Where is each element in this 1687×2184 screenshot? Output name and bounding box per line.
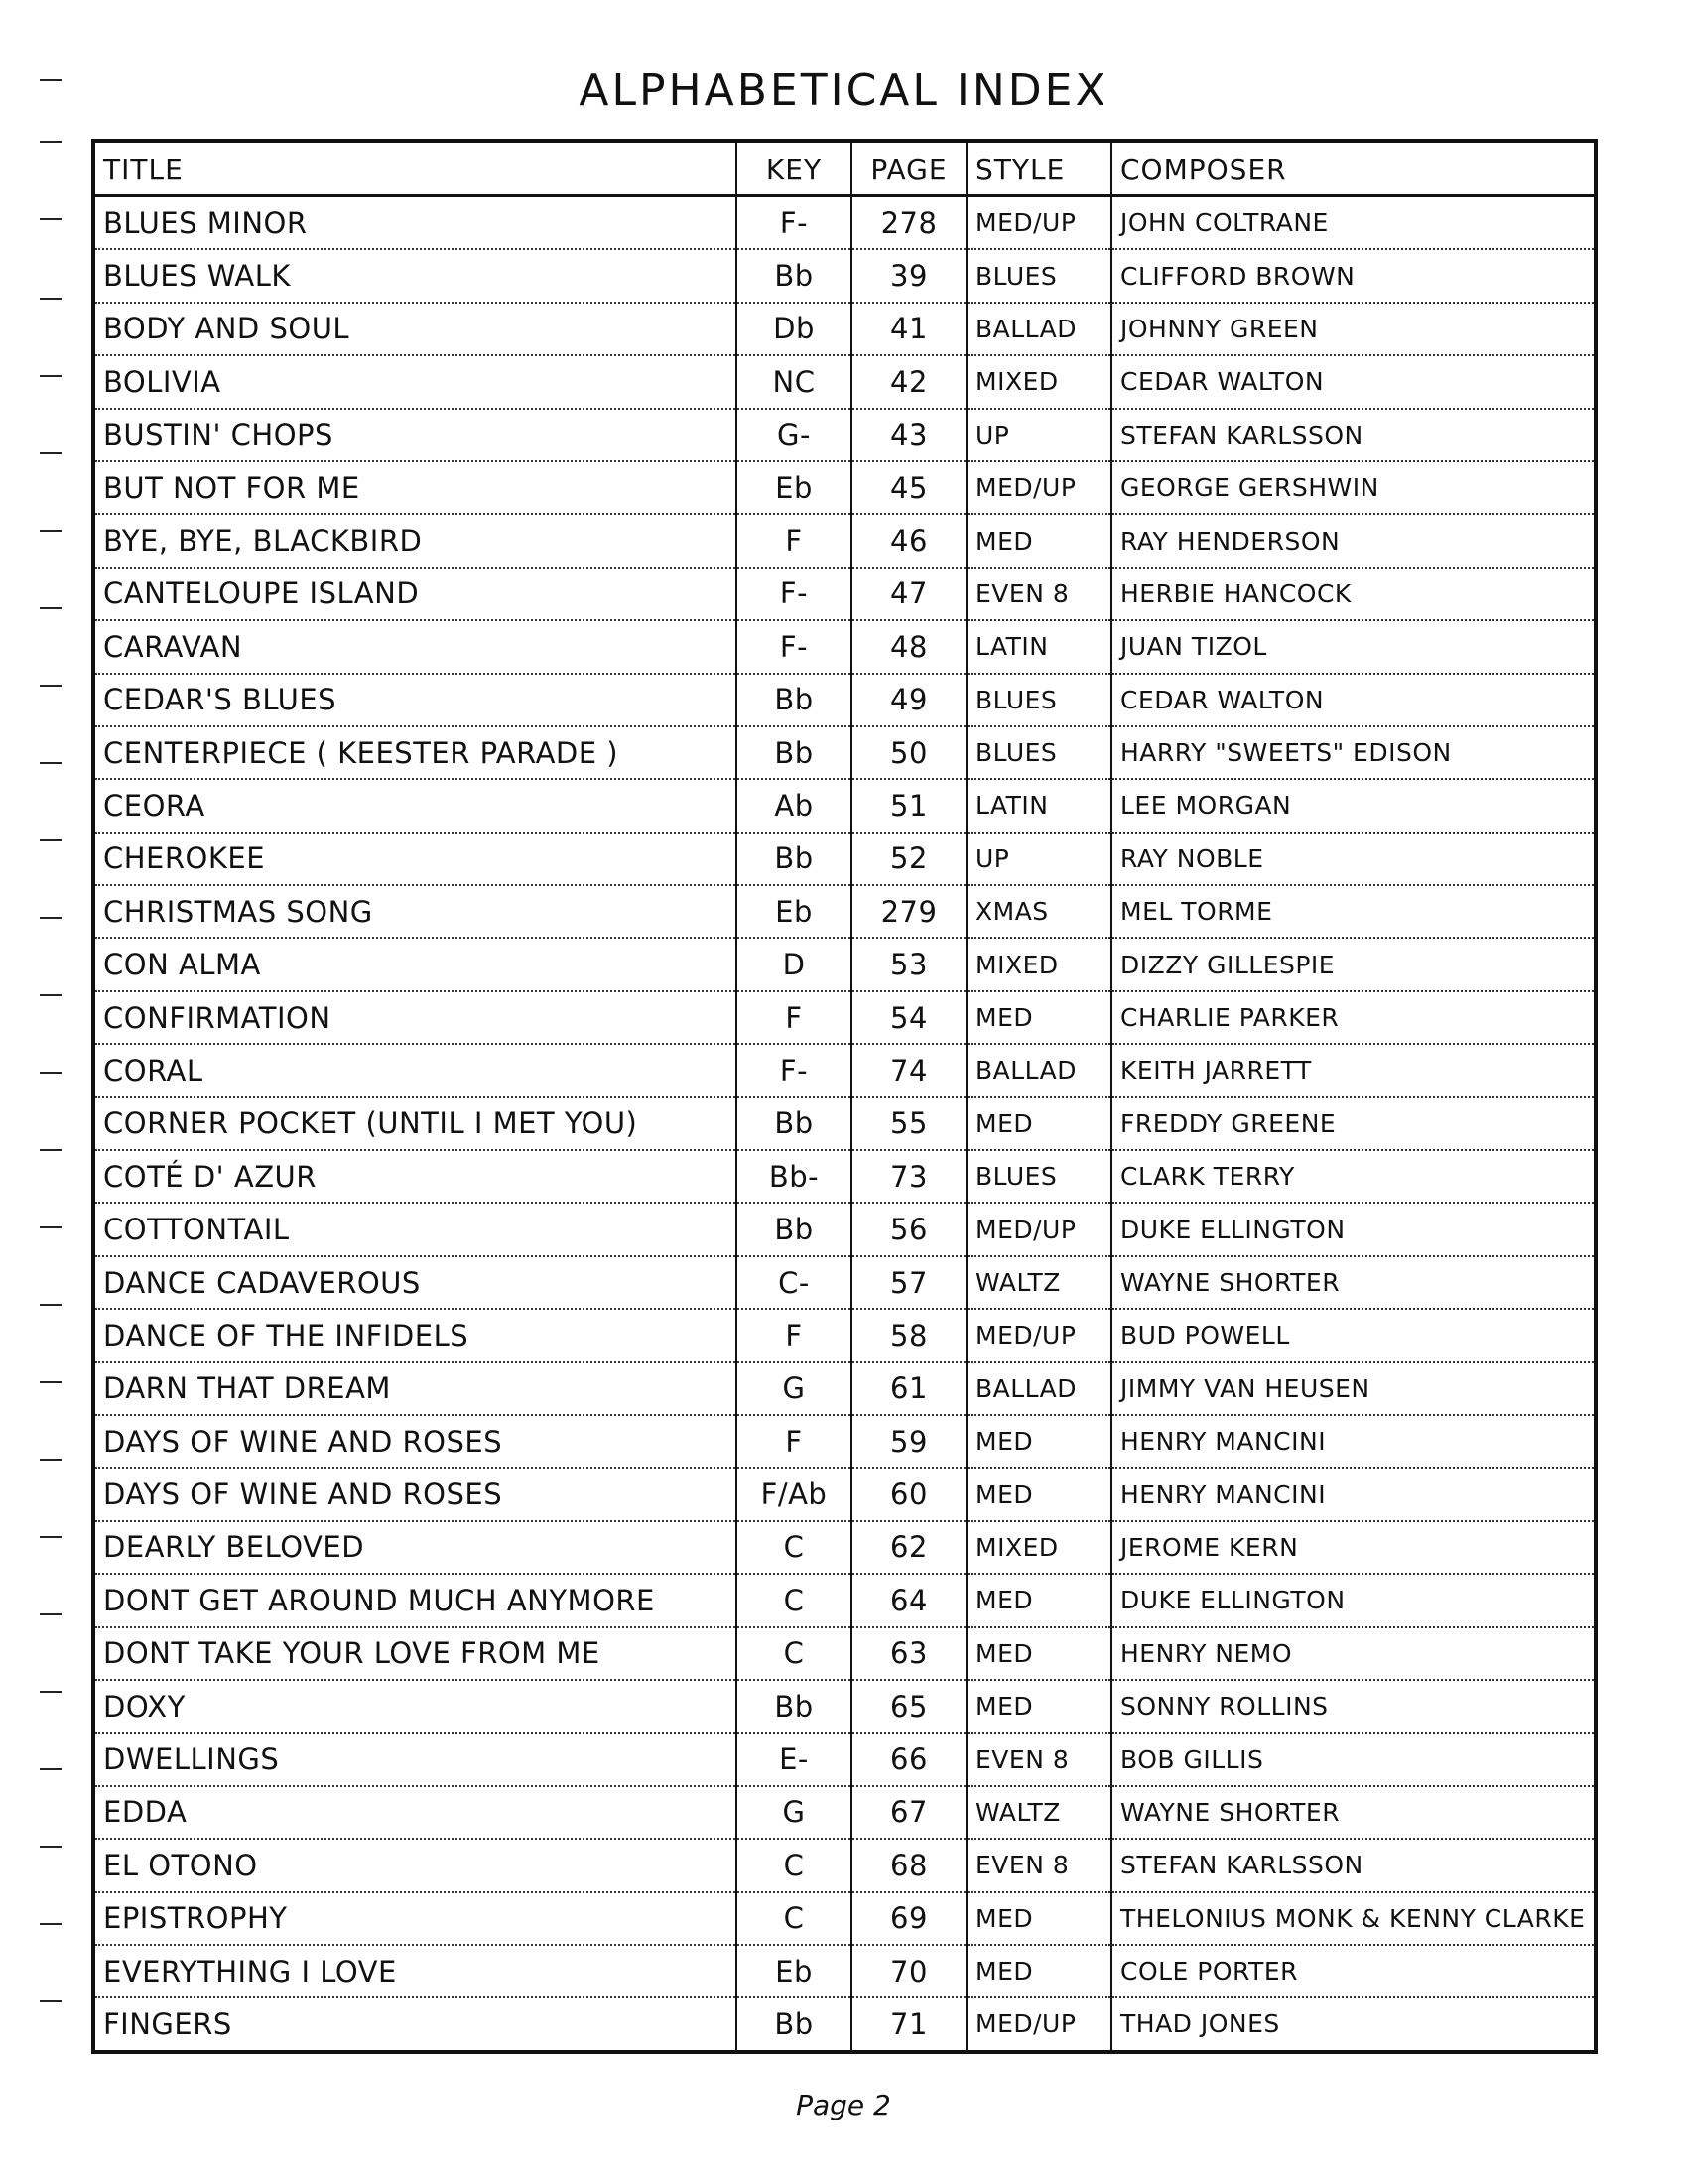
cell-composer: HENRY NEMO [1111, 1627, 1596, 1680]
cell-composer: FREDDY GREENE [1111, 1097, 1596, 1150]
cell-page: 65 [851, 1680, 967, 1733]
margin-tick [40, 141, 62, 143]
cell-title: BODY AND SOUL [93, 303, 736, 355]
table-row [93, 779, 1596, 832]
cell-style: MIXED [967, 1521, 1111, 1574]
table-row [93, 1097, 1596, 1150]
cell-key: C [736, 1839, 851, 1891]
cell-style: MIXED [967, 355, 1111, 408]
cell-key: Bb [736, 833, 851, 885]
cell-composer: KEITH JARRETT [1111, 1044, 1596, 1096]
cell-composer: SONNY ROLLINS [1111, 1680, 1596, 1733]
cell-composer: HERBIE HANCOCK [1111, 568, 1596, 620]
cell-key: G- [736, 409, 851, 461]
table-row [93, 303, 1596, 355]
column-header-composer: COMPOSER [1111, 141, 1596, 196]
cell-key: D [736, 938, 851, 990]
table-row [93, 1627, 1596, 1680]
cell-key: F- [736, 196, 851, 250]
column-header-page: PAGE [851, 141, 967, 196]
margin-tick [40, 917, 62, 919]
cell-key: F [736, 991, 851, 1044]
cell-style: MED/UP [967, 461, 1111, 514]
cell-style: MED [967, 1627, 1111, 1680]
cell-page: 48 [851, 620, 967, 673]
margin-tick [40, 1846, 62, 1848]
margin-tick [40, 1923, 62, 1925]
margin-tick [40, 452, 62, 454]
margin-tick [40, 530, 62, 532]
cell-key: C [736, 1627, 851, 1680]
cell-page: 57 [851, 1256, 967, 1309]
cell-page: 69 [851, 1892, 967, 1945]
margin-tick [40, 1613, 62, 1615]
cell-page: 58 [851, 1309, 967, 1361]
table-row [93, 1521, 1596, 1574]
cell-style: MED [967, 1680, 1111, 1733]
cell-key: F [736, 514, 851, 567]
margin-tick [40, 2000, 62, 2002]
cell-composer: JEROME KERN [1111, 1521, 1596, 1574]
cell-composer: HARRY "SWEETS" EDISON [1111, 726, 1596, 779]
cell-composer: THAD JONES [1111, 1997, 1596, 2051]
column-header-title: TITLE [93, 141, 736, 196]
cell-key: C [736, 1521, 851, 1574]
cell-style: MED/UP [967, 1203, 1111, 1255]
table-header-row [93, 141, 1596, 196]
cell-key: Bb [736, 1203, 851, 1255]
page-number: Page 2 [796, 2089, 891, 2121]
cell-style: BALLAD [967, 1362, 1111, 1415]
cell-composer: CHARLIE PARKER [1111, 991, 1596, 1044]
cell-page: 59 [851, 1415, 967, 1468]
cell-key: Bb [736, 1097, 851, 1150]
cell-key: Bb [736, 674, 851, 726]
margin-tick [40, 1768, 62, 1770]
cell-style: BLUES [967, 674, 1111, 726]
cell-style: WALTZ [967, 1786, 1111, 1839]
table-row [93, 196, 1596, 250]
cell-key: Eb [736, 461, 851, 514]
cell-key: G [736, 1786, 851, 1839]
margin-tick [40, 1149, 62, 1151]
cell-composer: DUKE ELLINGTON [1111, 1574, 1596, 1626]
cell-page: 62 [851, 1521, 967, 1574]
cell-key: NC [736, 355, 851, 408]
cell-style: MED/UP [967, 1997, 1111, 2051]
cell-style: BLUES [967, 726, 1111, 779]
cell-style: BLUES [967, 249, 1111, 302]
cell-composer: STEFAN KARLSSON [1111, 409, 1596, 461]
table-row [93, 620, 1596, 673]
cell-page: 56 [851, 1203, 967, 1255]
margin-tick [40, 298, 62, 300]
table-row [93, 1680, 1596, 1733]
cell-style: MIXED [967, 938, 1111, 990]
cell-style: MED [967, 1892, 1111, 1945]
cell-composer: DIZZY GILLESPIE [1111, 938, 1596, 990]
cell-title: DWELLINGS [93, 1733, 736, 1785]
cell-page: 67 [851, 1786, 967, 1839]
table-row [93, 1839, 1596, 1891]
cell-title: CON ALMA [93, 938, 736, 990]
table-row [93, 1892, 1596, 1945]
cell-page: 64 [851, 1574, 967, 1626]
cell-title: CHRISTMAS SONG [93, 885, 736, 938]
table-row [93, 991, 1596, 1044]
cell-page: 74 [851, 1044, 967, 1096]
cell-style: WALTZ [967, 1256, 1111, 1309]
cell-composer: GEORGE GERSHWIN [1111, 461, 1596, 514]
cell-style: MED [967, 1945, 1111, 1997]
page-title: ALPHABETICAL INDEX [579, 65, 1108, 116]
cell-key: F- [736, 620, 851, 673]
cell-page: 60 [851, 1468, 967, 1520]
table-row [93, 1203, 1596, 1255]
cell-page: 46 [851, 514, 967, 567]
cell-key: C [736, 1892, 851, 1945]
cell-page: 45 [851, 461, 967, 514]
cell-composer: COLE PORTER [1111, 1945, 1596, 1997]
cell-page: 279 [851, 885, 967, 938]
cell-composer: CEDAR WALTON [1111, 674, 1596, 726]
table-row [93, 1574, 1596, 1626]
margin-tick [40, 762, 62, 764]
cell-style: BLUES [967, 1150, 1111, 1203]
cell-key: F- [736, 1044, 851, 1096]
cell-style: LATIN [967, 779, 1111, 832]
cell-key: Eb [736, 885, 851, 938]
cell-page: 278 [851, 196, 967, 250]
table-row [93, 461, 1596, 514]
cell-key: Bb [736, 726, 851, 779]
cell-key: Eb [736, 1945, 851, 1997]
cell-title: BLUES WALK [93, 249, 736, 302]
index-table [91, 139, 1598, 2054]
cell-style: UP [967, 409, 1111, 461]
table-row [93, 938, 1596, 990]
cell-key: E- [736, 1733, 851, 1785]
margin-tick [40, 1304, 62, 1306]
cell-title: CARAVAN [93, 620, 736, 673]
cell-title: CHEROKEE [93, 833, 736, 885]
cell-title: EVERYTHING I LOVE [93, 1945, 736, 1997]
table-row [93, 1733, 1596, 1785]
cell-page: 66 [851, 1733, 967, 1785]
cell-title: COTÉ D' AZUR [93, 1150, 736, 1203]
cell-style: EVEN 8 [967, 1733, 1111, 1785]
cell-page: 49 [851, 674, 967, 726]
cell-page: 51 [851, 779, 967, 832]
cell-page: 50 [851, 726, 967, 779]
cell-title: CEORA [93, 779, 736, 832]
cell-key: C [736, 1574, 851, 1626]
cell-key: F/Ab [736, 1468, 851, 1520]
cell-title: DANCE OF THE INFIDELS [93, 1309, 736, 1361]
cell-style: MED [967, 1468, 1111, 1520]
cell-key: Db [736, 303, 851, 355]
cell-style: EVEN 8 [967, 1839, 1111, 1891]
cell-style: BALLAD [967, 303, 1111, 355]
cell-key: F [736, 1309, 851, 1361]
cell-title: CORNER POCKET (UNTIL I MET YOU) [93, 1097, 736, 1150]
cell-page: 52 [851, 833, 967, 885]
margin-tick [40, 607, 62, 609]
margin-tick [40, 1072, 62, 1074]
cell-title: BYE, BYE, BLACKBIRD [93, 514, 736, 567]
margin-tick [40, 1381, 62, 1383]
cell-key: C- [736, 1256, 851, 1309]
cell-page: 39 [851, 249, 967, 302]
cell-page: 73 [851, 1150, 967, 1203]
cell-composer: DUKE ELLINGTON [1111, 1203, 1596, 1255]
cell-style: LATIN [967, 620, 1111, 673]
margin-tick [40, 839, 62, 841]
cell-page: 47 [851, 568, 967, 620]
table-row [93, 1415, 1596, 1468]
cell-title: CORAL [93, 1044, 736, 1096]
cell-key: Bb- [736, 1150, 851, 1203]
cell-composer: BUD POWELL [1111, 1309, 1596, 1361]
cell-page: 61 [851, 1362, 967, 1415]
table-row [93, 1256, 1596, 1309]
table-row [93, 409, 1596, 461]
table-row [93, 514, 1596, 567]
cell-key: Bb [736, 1997, 851, 2051]
table-row [93, 1468, 1596, 1520]
cell-page: 70 [851, 1945, 967, 1997]
cell-page: 54 [851, 991, 967, 1044]
table-row [93, 726, 1596, 779]
table-row [93, 1997, 1596, 2051]
cell-title: DANCE CADAVEROUS [93, 1256, 736, 1309]
cell-style: MED/UP [967, 1309, 1111, 1361]
cell-page: 41 [851, 303, 967, 355]
cell-title: DARN THAT DREAM [93, 1362, 736, 1415]
cell-title: CANTELOUPE ISLAND [93, 568, 736, 620]
cell-composer: WAYNE SHORTER [1111, 1256, 1596, 1309]
margin-tick [40, 1691, 62, 1693]
cell-title: BUT NOT FOR ME [93, 461, 736, 514]
cell-title: EL OTONO [93, 1839, 736, 1891]
cell-style: MED [967, 1097, 1111, 1150]
cell-key: Bb [736, 1680, 851, 1733]
table-row [93, 249, 1596, 302]
cell-title: DAYS OF WINE AND ROSES [93, 1468, 736, 1520]
cell-title: CENTERPIECE ( KEESTER PARADE ) [93, 726, 736, 779]
cell-style: BALLAD [967, 1044, 1111, 1096]
cell-title: DONT TAKE YOUR LOVE FROM ME [93, 1627, 736, 1680]
cell-composer: RAY HENDERSON [1111, 514, 1596, 567]
cell-title: CONFIRMATION [93, 991, 736, 1044]
table-row [93, 1786, 1596, 1839]
cell-key: Ab [736, 779, 851, 832]
margin-tick [40, 375, 62, 377]
cell-composer: WAYNE SHORTER [1111, 1786, 1596, 1839]
cell-page: 71 [851, 1997, 967, 2051]
table-row [93, 1044, 1596, 1096]
cell-title: CEDAR'S BLUES [93, 674, 736, 726]
cell-composer: JOHN COLTRANE [1111, 196, 1596, 250]
table-row [93, 1309, 1596, 1361]
cell-page: 43 [851, 409, 967, 461]
cell-composer: CLIFFORD BROWN [1111, 249, 1596, 302]
cell-page: 53 [851, 938, 967, 990]
cell-composer: RAY NOBLE [1111, 833, 1596, 885]
margin-tick [40, 1226, 62, 1228]
cell-title: DOXY [93, 1680, 736, 1733]
cell-style: MED [967, 991, 1111, 1044]
column-header-key: KEY [736, 141, 851, 196]
cell-style: UP [967, 833, 1111, 885]
cell-title: DEARLY BELOVED [93, 1521, 736, 1574]
cell-composer: LEE MORGAN [1111, 779, 1596, 832]
cell-page: 68 [851, 1839, 967, 1891]
cell-composer: JUAN TIZOL [1111, 620, 1596, 673]
cell-key: Bb [736, 249, 851, 302]
cell-title: EDDA [93, 1786, 736, 1839]
cell-title: EPISTROPHY [93, 1892, 736, 1945]
cell-composer: MEL TORME [1111, 885, 1596, 938]
table-row [93, 1945, 1596, 1997]
table-row [93, 1150, 1596, 1203]
cell-title: COTTONTAIL [93, 1203, 736, 1255]
margin-tick [40, 1459, 62, 1461]
cell-page: 63 [851, 1627, 967, 1680]
cell-composer: CEDAR WALTON [1111, 355, 1596, 408]
cell-style: MED [967, 514, 1111, 567]
cell-title: FINGERS [93, 1997, 736, 2051]
cell-style: MED [967, 1574, 1111, 1626]
cell-composer: JOHNNY GREEN [1111, 303, 1596, 355]
table-row [93, 674, 1596, 726]
cell-title: DAYS OF WINE AND ROSES [93, 1415, 736, 1468]
cell-key: F- [736, 568, 851, 620]
cell-composer: HENRY MANCINI [1111, 1415, 1596, 1468]
cell-style: EVEN 8 [967, 568, 1111, 620]
cell-style: MED [967, 1415, 1111, 1468]
cell-composer: BOB GILLIS [1111, 1733, 1596, 1785]
cell-key: F [736, 1415, 851, 1468]
binder-margin-marks [40, 79, 69, 2064]
margin-tick [40, 1536, 62, 1538]
cell-style: XMAS [967, 885, 1111, 938]
margin-tick [40, 994, 62, 996]
cell-key: G [736, 1362, 851, 1415]
cell-title: BUSTIN' CHOPS [93, 409, 736, 461]
table-row [93, 568, 1596, 620]
cell-title: BLUES MINOR [93, 196, 736, 250]
cell-style: MED/UP [967, 196, 1111, 250]
table-row [93, 833, 1596, 885]
cell-page: 55 [851, 1097, 967, 1150]
cell-title: BOLIVIA [93, 355, 736, 408]
cell-title: DONT GET AROUND MUCH ANYMORE [93, 1574, 736, 1626]
column-header-style: STYLE [967, 141, 1111, 196]
cell-composer: STEFAN KARLSSON [1111, 1839, 1596, 1891]
table-row [93, 885, 1596, 938]
table-row [93, 1362, 1596, 1415]
margin-tick [40, 685, 62, 687]
cell-composer: CLARK TERRY [1111, 1150, 1596, 1203]
cell-page: 42 [851, 355, 967, 408]
cell-composer: THELONIUS MONK & KENNY CLARKE [1111, 1892, 1596, 1945]
margin-tick [40, 218, 62, 220]
cell-composer: HENRY MANCINI [1111, 1468, 1596, 1520]
table-row [93, 355, 1596, 408]
cell-composer: JIMMY VAN HEUSEN [1111, 1362, 1596, 1415]
